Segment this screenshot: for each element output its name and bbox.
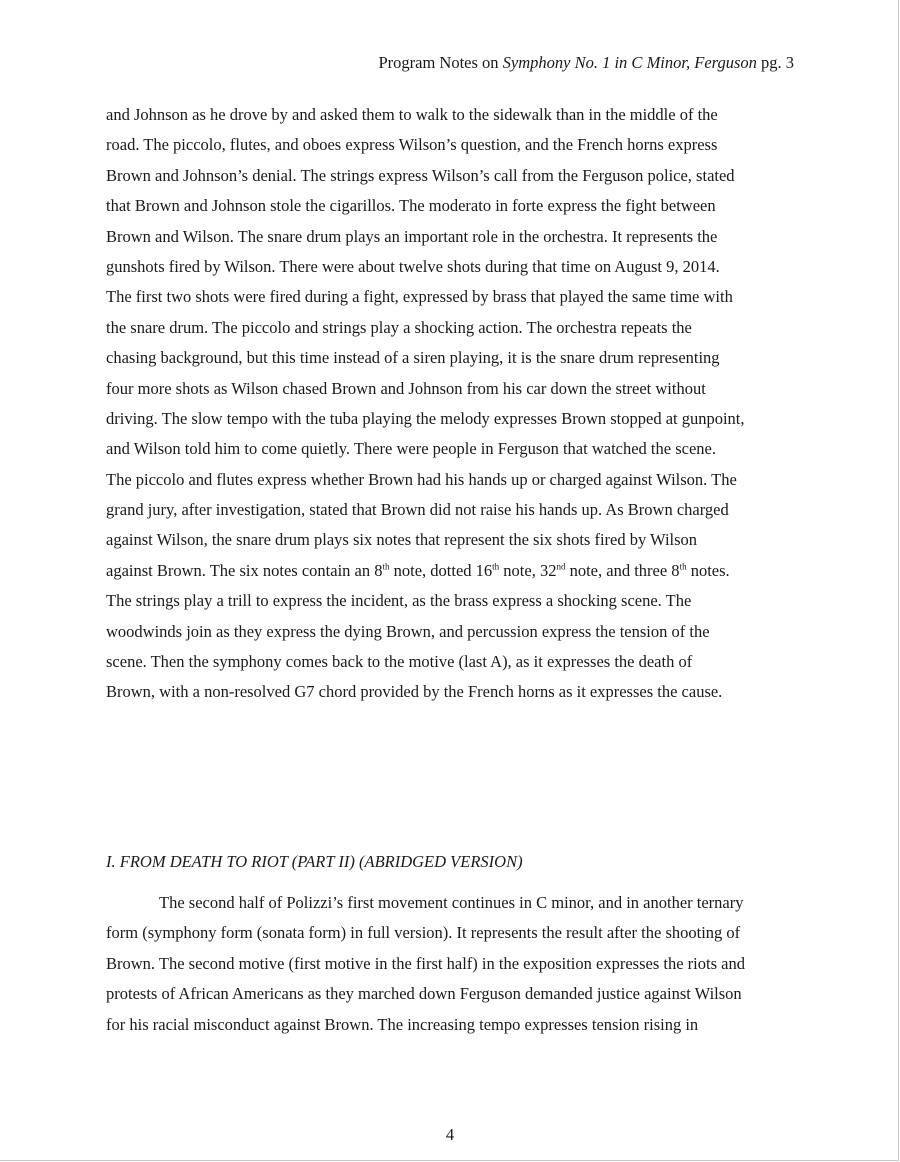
text-line: chasing background, but this time instead of a siren playing, it is the snare drum representing (106, 348, 720, 368)
text-line: Brown. The second motive (first motive in the first half) in the exposition expresses the riots and (106, 953, 745, 973)
text-line: four more shots as Wilson chased Brown and Johnson from his car down the street without (106, 378, 706, 398)
running-header: Program Notes on Symphony No. 1 in C Minor, Ferguson pg. 3 (378, 53, 794, 72)
text-line: Brown and Johnson’s denial. The strings express Wilson’s call from the Ferguson police, stated (106, 165, 735, 185)
text-line: The piccolo and flutes express whether Brown had his hands up or charged against Wilson. The (106, 469, 737, 489)
text-line: the snare drum. The piccolo and strings play a shocking action. The orchestra repeats the (106, 317, 692, 337)
text-line: driving. The slow tempo with the tuba playing the melody expresses Brown stopped at gunpoint, (106, 408, 745, 428)
text-line: protests of African Americans as they marched down Ferguson demanded justice against Wilson (106, 984, 742, 1004)
text-line: form (symphony form (sonata form) in full version). It represents the result after the shooting of (106, 923, 741, 943)
text-line: for his racial misconduct against Brown. The increasing tempo expresses tension rising in (106, 1014, 699, 1034)
text-line-indented: The second half of Polizzi’s first movement continues in C minor, and in another ternary (159, 893, 744, 912)
text-line: woodwinds join as they express the dying Brown, and percussion express the tension of the (106, 621, 710, 641)
text-line: scene. Then the symphony comes back to the motive (last A), as it expresses the death of (106, 652, 693, 672)
text-line: Brown, with a non-resolved G7 chord provided by the French horns as it expresses the cause. (106, 682, 723, 702)
text-line: that Brown and Johnson stole the cigarillos. The moderato in forte express the fight between (106, 196, 716, 216)
text-line: The strings play a trill to express the incident, as the brass express a shocking scene. The (106, 591, 692, 611)
text-line: Brown and Wilson. The snare drum plays an important role in the orchestra. It represents the (106, 226, 718, 246)
symphony-title: Symphony No. 1 in C Minor, Ferguson (502, 53, 757, 72)
body-paragraph-1 (106, 100, 806, 708)
text-line: gunshots fired by Wilson. There were about twelve shots during that time on August 9, 2014. (106, 256, 720, 276)
body-paragraph-2 (106, 888, 806, 1040)
text-line-with-superscripts: against Brown. The six notes contain an 8th note, dotted 16th note, 32nd note, and three 8th notes. (106, 560, 730, 580)
text-line: The first two shots were fired during a fight, expressed by brass that played the same time with (106, 287, 733, 307)
text-line: and Johnson as he drove by and asked them to walk to the sidewalk than in the middle of the (106, 105, 718, 124)
text-line: road. The piccolo, flutes, and oboes express Wilson’s question, and the French horns express (106, 135, 718, 155)
page-number: 4 (445, 1125, 455, 1144)
section-heading: I. FROM DEATH TO RIOT (PART II) (ABRIDGED VERSION) (106, 852, 523, 871)
text-line: and Wilson told him to come quietly. There were people in Ferguson that watched the scene. (106, 439, 716, 459)
text-line: grand jury, after investigation, stated that Brown did not raise his hands up. As Brown charged (106, 500, 729, 520)
text-line: against Wilson, the snare drum plays six notes that represent the six shots fired by Wilson (106, 530, 698, 550)
